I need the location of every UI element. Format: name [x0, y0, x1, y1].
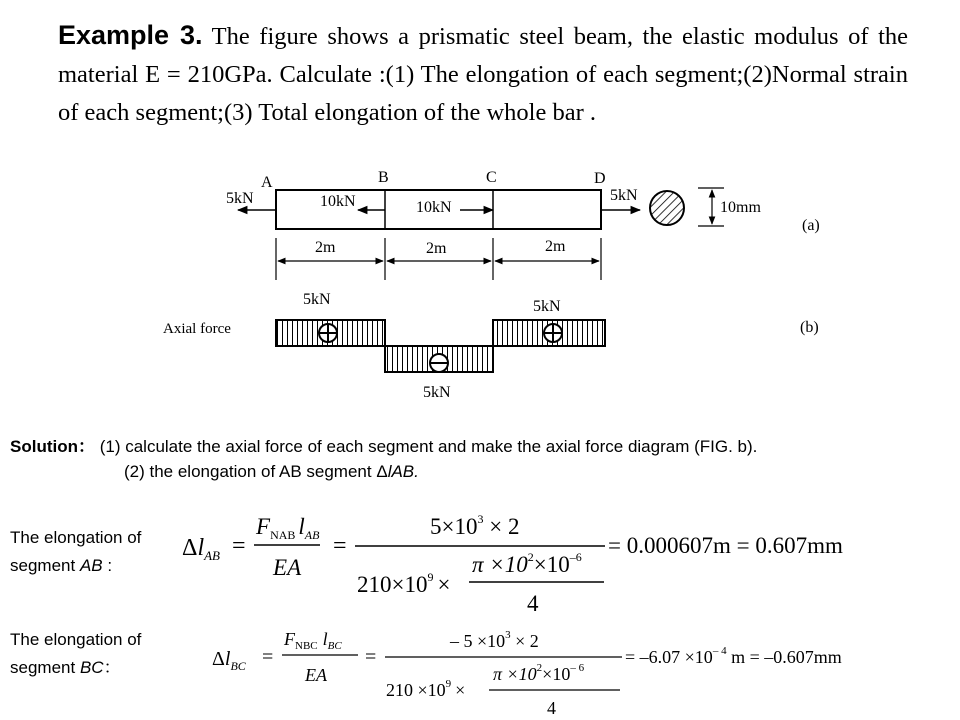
eq-bc-numerator: – $5 \times 10^3 \times 2$ — [450, 629, 539, 651]
equation-ab — [182, 512, 843, 616]
eq-bc-den-pi: $\pi \times 10^2\times 10^{- 6}$ — [493, 662, 585, 684]
cross-section-circle — [650, 191, 684, 225]
example-title: Example 3. — [58, 20, 203, 50]
length-ab: 2m — [315, 239, 336, 256]
point-label-c: C — [486, 169, 497, 186]
eq-bc-den-left: $210 \times 10^9$ × — [386, 678, 466, 700]
label-bc-line1: The elongation of — [10, 630, 142, 649]
eq-ab-eq1: = — [232, 533, 246, 559]
tag-a: (a) — [802, 217, 820, 234]
eq-bc-frac1-den: EA — [305, 665, 327, 685]
eq-bc-eq1: = — [262, 646, 274, 668]
eq-ab-frac1-den: EA — [273, 555, 302, 580]
tag-b: (b) — [800, 319, 819, 336]
point-label-b: B — [378, 169, 389, 186]
eq-bc-eq2: = — [365, 646, 377, 668]
eq-bc-lhs: $\Delta l_{BC}$ — [212, 648, 246, 673]
axial-value-ab: 5kN — [303, 291, 331, 308]
force-label-c: 10kN — [416, 199, 452, 216]
eq-ab-result: = 0.000607m = 0.607mm — [608, 533, 843, 558]
eq-bc-result: = $-6.07 \times 10^{- 4}$ m = –0.607mm — [625, 645, 842, 667]
axial-force-label: Axial force — [163, 321, 231, 337]
plus-sign-cd — [544, 324, 562, 342]
eq-bc-frac1-num: $F_{NBC}$ $l_{BC}$ — [284, 629, 342, 652]
force-label-b: 10kN — [320, 193, 356, 210]
point-label-d: D — [594, 170, 606, 187]
eq-ab-four: 4 — [527, 591, 539, 616]
solution-step-1-text: (1) calculate the axial force of each segment and make the axial force diagram (FIG. b). — [99, 437, 758, 456]
label-elongation-bc — [10, 626, 141, 682]
eq-ab-lhs: $\Delta l_{AB}$ — [182, 535, 220, 563]
figure-a — [226, 169, 820, 280]
solution-label: Solution： — [10, 437, 95, 456]
eq-ab-den-left: $210\times 10^9$ × — [357, 570, 451, 597]
figure-b-axial-force-diagram — [163, 291, 819, 401]
axial-value-bc: 5kN — [423, 384, 451, 401]
label-ab-line1: The elongation of — [10, 528, 142, 547]
length-bc: 2m — [426, 240, 447, 257]
problem-text: The figure shows a prismatic steel beam, the elastic modulus of the material E = 210GPa. Calculate :(1) The elongation of each segment;(2)Normal strain of each segment;(3) Total elongation of the whole bar . — [58, 23, 909, 126]
eq-ab-den-pi: $\pi \times 10^2\times 10^{-6}$ — [472, 550, 582, 577]
solution-step-2 — [124, 462, 419, 482]
force-label-a: 5kN — [226, 190, 254, 207]
plus-sign-ab — [319, 324, 337, 342]
axial-value-cd: 5kN — [533, 298, 561, 315]
point-label-a: A — [261, 174, 273, 191]
force-label-d: 5kN — [610, 187, 638, 204]
diameter-label: 10mm — [720, 199, 761, 216]
eq-bc-four: 4 — [547, 698, 556, 718]
solution-step-1 — [10, 432, 757, 457]
label-ab-line2: segment AB : — [10, 556, 113, 575]
eq-ab-numerator: $5\times 10^3 \times 2$ — [430, 512, 520, 539]
eq-ab-eq2: = — [333, 533, 347, 559]
solution-step-2-var: lAB. — [387, 462, 419, 481]
minus-sign-bc — [430, 354, 448, 372]
label-elongation-ab — [10, 524, 141, 580]
equation-bc — [212, 629, 842, 718]
solution-step-2-text: (2) the elongation of AB segment Δ — [124, 462, 388, 481]
length-cd: 2m — [545, 238, 566, 255]
eq-ab-frac1-num: $F_{NAB}$ $l_{AB}$ — [256, 514, 320, 542]
label-bc-line2: segment BC： — [10, 658, 121, 677]
